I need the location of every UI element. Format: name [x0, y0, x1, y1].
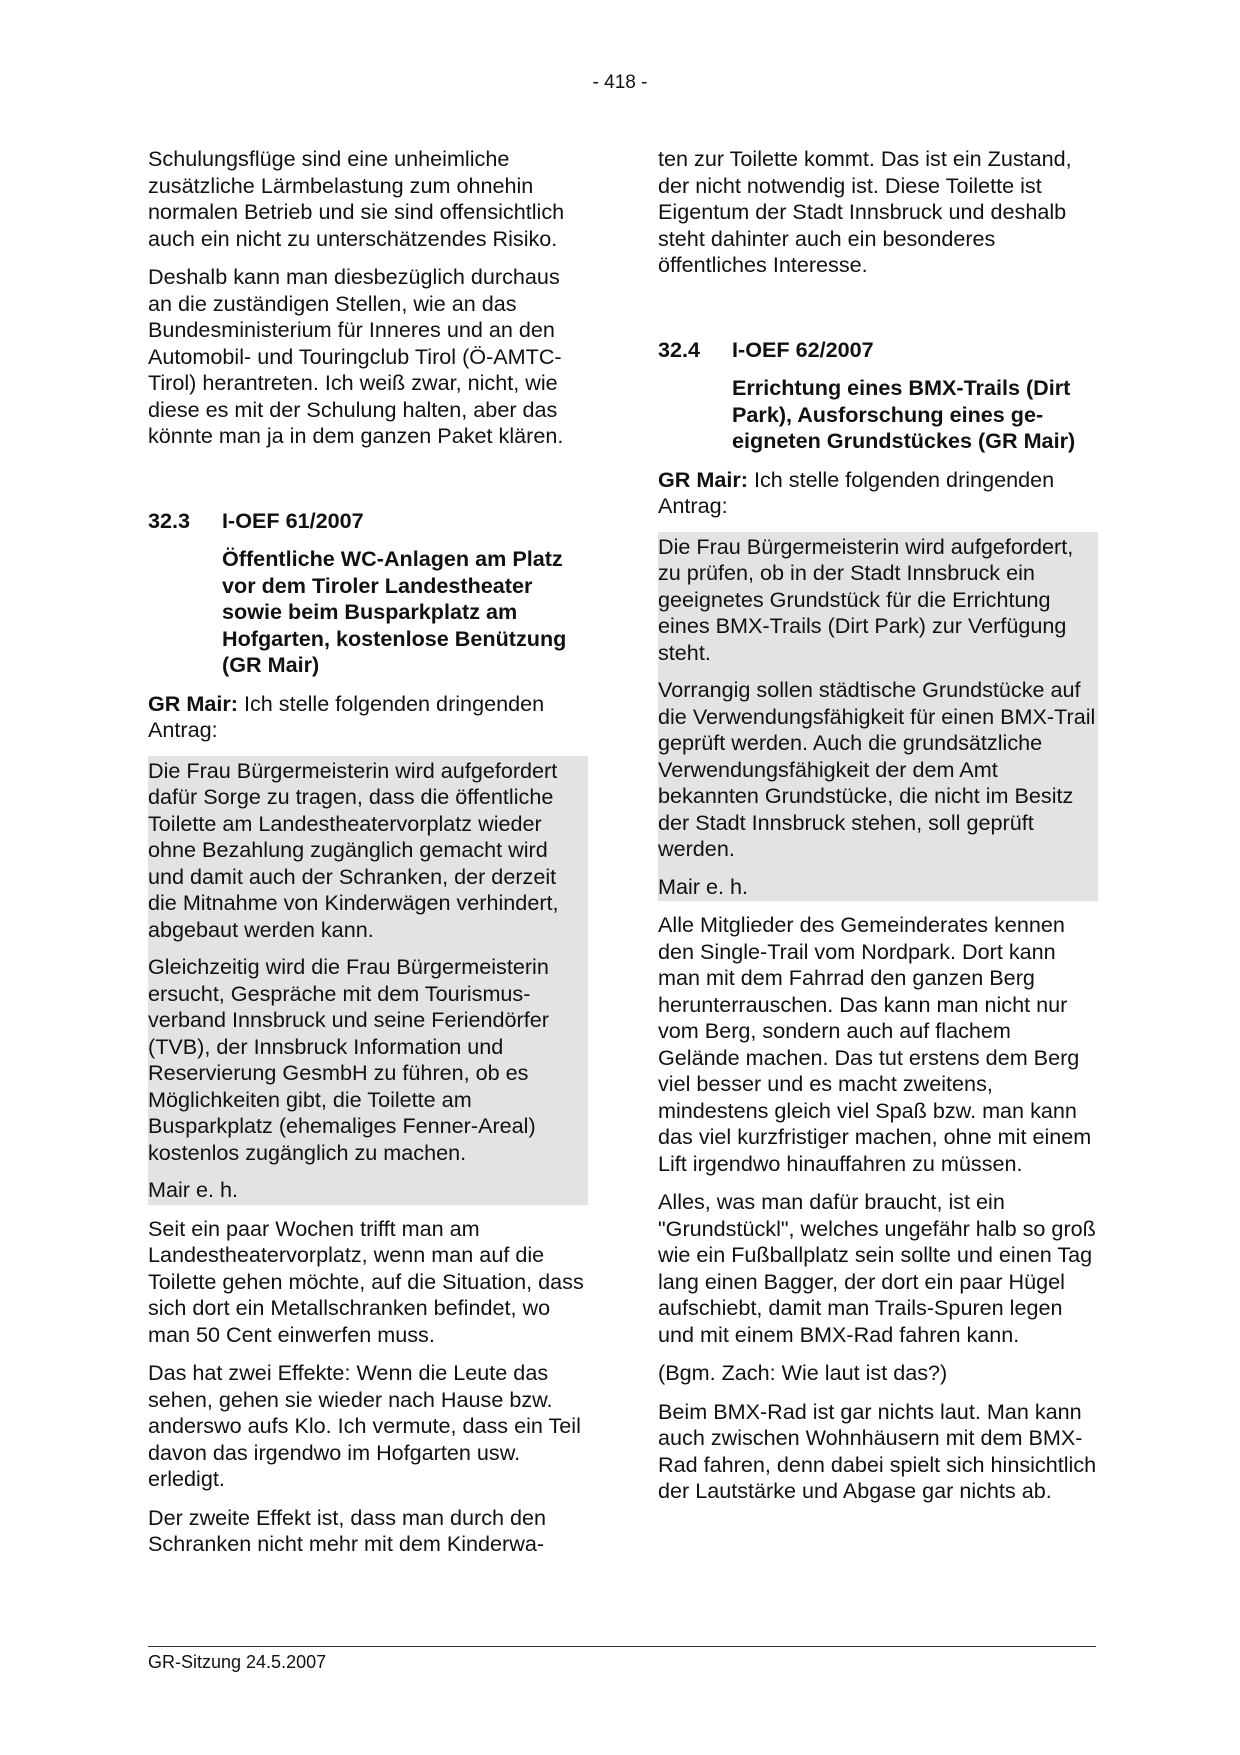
section-subject: Errichtung eines BMX-Trails (Dirt Park), Ausforschung eines geeigneten Grundstückes (GR Mair) — [732, 375, 1076, 453]
section-heading-32-3 — [148, 508, 588, 535]
motion-paragraph: Vorrangig sollen städtische Grundstücke auf die Verwendungsfähigkeit für einen BMX-Trail geprüft werden. Auch die grundsätzliche Verwendungsfähigkeit der dem Amt bekannten Grundstücke, die nicht im Besitz der Stadt Innsbruck stehen, soll geprüft werden. — [658, 677, 1096, 861]
paragraph: Der zweite Effekt ist, dass man durch den Schranken nicht mehr mit dem Kinderwa- — [148, 1504, 547, 1556]
motion-signature: Mair e. h. — [658, 873, 749, 899]
speaker-text: Ich stelle folgenden dringenden Antrag: — [658, 466, 1055, 518]
right-column — [658, 146, 1098, 1517]
motion-signature: Mair e. h. — [148, 1177, 239, 1202]
section-number: 32.4 — [658, 336, 701, 362]
section-subject: Öffentliche WC-Anlagen am Platz vor dem Tiroler Landestheater sowie beim Busparkplatz am Hofgarten, kostenlose Benützung (GR Mair) — [222, 546, 567, 677]
motion-paragraph: Die Frau Bürgermeisterin wird aufgefordert dafür Sorge zu tragen, dass die öffentliche Toilette am Landestheatervorplatz wieder ohne Bezahlung zugänglich gemacht wird und damit auch der Schranken, der derzeit die Mitnahme von Kinderwägen verhindert, abgebaut werden kann. — [148, 757, 559, 942]
paragraph: Beim BMX-Rad ist gar nichts laut. Man kann auch zwischen Wohnhäusern mit dem BMX-Rad fahren, denn dabei spielt sich hinsichtlich der Lautstärke und Abgase gar nichts ab. — [658, 1398, 1097, 1503]
speaker-name: GR Mair: — [658, 466, 748, 492]
section-gap — [148, 462, 588, 508]
paragraph: (Bgm. Zach: Wie laut ist das?) — [658, 1360, 948, 1385]
paragraph: Schulungsflüge sind eine unheimliche zusätzliche Lärmbelastung zum ohnehin normalen Betrieb und sie sind offensichtlich auch ein nicht zu unterschätzendes Risiko. — [148, 146, 565, 251]
section-reference: I-OEF 62/2007 — [732, 336, 874, 362]
paragraph: ten zur Toilette kommt. Das ist ein Zustand, der nicht notwendig ist. Diese Toilette ist Eigentum der Stadt Innsbruck und deshalb steht dahinter auch ein besonderes öffentliches Interesse. — [658, 146, 1072, 277]
section-heading-32-4 — [658, 337, 1098, 364]
speaker-text: Ich stelle folgenden dringenden Antrag: — [148, 690, 545, 742]
motion-box — [658, 532, 1098, 902]
section-gap — [658, 291, 1098, 337]
footer-text: GR-Sitzung 24.5.2007 — [148, 1652, 327, 1672]
motion-paragraph: Die Frau Bürgermeisterin wird aufgefordert, zu prüfen, ob in der Stadt Innsbruck ein geeignetes Grundstück für die Errichtung eines BMX-Trails (Dirt Park) zur Verfügung steht. — [658, 533, 1074, 665]
speaker-name: GR Mair: — [148, 690, 238, 716]
left-column — [148, 146, 588, 1570]
motion-paragraph: Gleichzeitig wird die Frau Bürgermeisterin ersucht, Gespräche mit dem Tourismusverband Innsbruck und seine Feriendörfer (TVB), der Innsbruck Information und Reservierung GesmbH zu führen, ob es Möglichkeiten gibt, die Toilette am Busparkplatz (ehemaliges Fenner-Areal) kostenlos zugänglich zu machen. — [148, 954, 549, 1165]
speaker-paragraph — [658, 467, 1098, 520]
section-number: 32.3 — [148, 507, 191, 533]
paragraph: Das hat zwei Effekte: Wenn die Leute das sehen, gehen sie wieder nach Hause bzw. anderswo aufs Klo. Ich vermute, dass ein Teil davon das irgendwo im Hofgarten usw. erledigt. — [148, 1360, 581, 1491]
section-reference: I-OEF 61/2007 — [222, 507, 364, 533]
paragraph: Seit ein paar Wochen trifft man am Landestheatervorplatz, wenn man auf die Toilette gehen möchte, auf die Situation, dass sich dort ein Metallschranken befindet, wo man 50 Cent einwerfen muss. — [148, 1215, 584, 1347]
page-number: - 418 - — [592, 72, 648, 93]
paragraph: Alle Mitglieder des Gemeinderates kennen den Single-Trail vom Nordpark. Dort kann man mit dem Fahrrad den ganzen Berg herunterrauschen. Das kann man nicht nur vom Berg, sondern auch auf flachem Gelände machen. Das tut erstens dem Berg viel besser und es macht zweitens, mindestens gleich viel Spaß bzw. man kann das viel kurzfristiger machen, ohne mit einem Lift irgendwo hinauffahren zu müssen. — [658, 912, 1092, 1176]
speaker-paragraph — [148, 691, 588, 744]
motion-box — [148, 756, 588, 1205]
page-footer — [148, 1646, 1096, 1673]
paragraph: Deshalb kann man diesbezüglich durchaus an die zuständigen Stellen, wie an das Bundesministerium für Inneres und an den Automobil- und Touringclub Tirol (Ö-AMTC-Tirol) herantreten. Ich weiß zwar, nicht, wie diese es mit der Schulung halten, aber das könnte man ja in dem ganzen Paket klären. — [148, 264, 564, 448]
paragraph: Alles, was man dafür braucht, ist ein "Grundstückl", welches ungefähr halb so groß wie ein Fußballplatz sein sollte und einen Tag lang einen Bagger, der dort ein paar Hügel aufschiebt, damit man Trails-Spuren legen und mit einem BMX-Rad fahren kann. — [658, 1189, 1096, 1347]
